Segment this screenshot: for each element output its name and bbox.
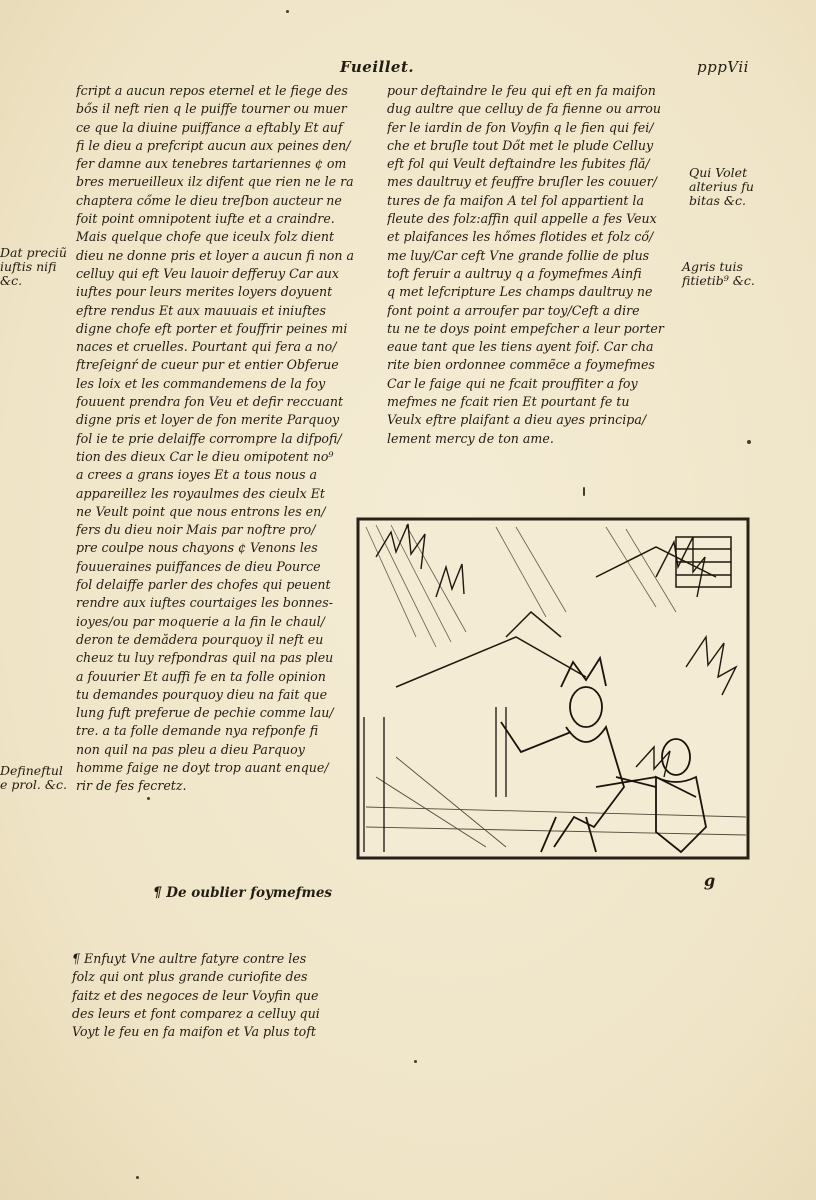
text-line: fleute des folz:affin quil appelle a fes Veux: [387, 211, 657, 227]
right-text-column: [387, 82, 677, 448]
text-line: cheuz tu luy refpondras quil na pas pleu: [76, 650, 334, 666]
text-line: lung fuft preferue de pechie comme lau/: [76, 705, 334, 721]
text-line: a crees a grans ioyes Et a tous nous a: [76, 467, 318, 483]
left-text-column: [76, 82, 356, 796]
folio-number: pppVii: [697, 58, 749, 76]
text-line: a fouurier Et auffi fe en ta folle opinion: [76, 668, 326, 684]
text-line: me luy/Car ceft Vne grande follie de plus: [387, 247, 650, 263]
ink-speck: [747, 440, 751, 444]
text-line: tre. a ta folle demande nya refponfe fi: [76, 723, 319, 739]
text-line: et plaifances les hőmes flotides et folz cő/: [387, 229, 654, 245]
text-line: che et bruſle tout Dőt met le plude Celluy: [387, 137, 654, 153]
text-line: fers du dieu noir Mais par noftre pro/: [76, 522, 316, 538]
text-line: ioyes/ou par moquerie a la fin le chaul/: [76, 613, 325, 629]
woodcut-illustration: [356, 517, 750, 860]
text-line: celluy qui eft Veu lauoir defferuy Car aux: [76, 265, 339, 281]
ink-speck: [136, 1176, 139, 1179]
text-line: Veulx eftre plaifant a dieu ayes principa/: [387, 412, 647, 428]
margin-line: Dat preciũ: [0, 245, 67, 260]
bottom-paragraph: [72, 950, 354, 1041]
text-line: des leurs et font comparez a celluy qui: [72, 1005, 320, 1021]
text-line: bős il neft rien q le puiffe tourner ou muer: [76, 101, 347, 117]
margin-line: Agris tuis: [682, 259, 743, 274]
text-line: deron te demădera pourquoy il neft eu: [76, 631, 324, 647]
text-line: les loix et les commandemens de la foy: [76, 375, 326, 391]
ink-speck: [414, 1060, 417, 1063]
text-line: fi le dieu a prefcript aucun aux peines den/: [76, 137, 351, 153]
text-line: homme faige ne doyt trop auant enque/: [76, 759, 329, 775]
text-line: fol delaiffe parler des chofes qui peuent: [76, 577, 331, 593]
margin-line: Qui Volet: [689, 165, 748, 180]
text-line: ¶ Enfuyt Vne aultre fatyre contre les: [72, 951, 307, 966]
text-line: faitz et des negoces de leur Voyfin que: [72, 987, 319, 1003]
text-line: font point a arroufer par toy/Ceft a dire: [387, 302, 640, 318]
text-line: foit point omnipotent iufte et a craindre.: [76, 211, 335, 227]
text-line: appareillez les royaulmes des cieulx Et: [76, 485, 325, 501]
text-line: ne Veult point que nous entrons les en/: [76, 503, 326, 519]
text-line: ce que la diuine puiffance a eftably Et auf: [76, 119, 343, 135]
margin-note-right-mid: [682, 260, 755, 288]
text-line: dieu ne donne pris et loyer a aucun fi non a: [76, 247, 354, 263]
signature-mark: g: [704, 871, 716, 890]
text-line: Car le faige qui ne fcait prouffiter a foy: [387, 375, 638, 391]
ink-speck: [583, 487, 585, 496]
text-line: toft feruir a aultruy q a foymefmes Ainfi: [387, 265, 642, 281]
ink-speck: [286, 10, 289, 13]
text-line: chaptera cőme le dieu treſbon aucteur ne: [76, 192, 342, 208]
text-line: Voyt le feu en fa maifon et Va plus toft: [72, 1024, 316, 1040]
text-line: dug aultre que celluy de fa fienne ou arrou: [387, 101, 662, 117]
text-line: digne chofe eft porter et fouffrir peines mi: [76, 320, 348, 336]
text-line: fcript a aucun repos eternel et le fiege des: [76, 83, 348, 98]
margin-line: e prol. &c.: [0, 777, 67, 792]
text-line: tion des dieux Car le dieu omipotent no⁹: [76, 448, 334, 464]
text-line: fouuent prendra fon Veu et defir reccuant: [76, 394, 344, 410]
text-line: tu ne te doys point empefcher a leur porter: [387, 320, 664, 336]
text-line: eaue tant que les tiens ayent foif. Car cha: [387, 339, 654, 355]
margin-line: fitietib⁹ &c.: [682, 273, 755, 288]
margin-line: iuftis nifi: [0, 259, 57, 274]
margin-line: Defineftul: [0, 763, 63, 778]
text-line: mefmes ne fcait rien Et pourtant fe tu: [387, 394, 630, 410]
text-line: naces et cruelles. Pourtant qui fera a no/: [76, 339, 337, 355]
text-line: pre coulpe nous chayons ¢ Venons les: [76, 540, 318, 556]
text-line: tu demandes pourquoy dieu na fait que: [76, 686, 328, 702]
text-line: fol ie te prie delaiffe corrompre la difpofi/: [76, 430, 342, 446]
text-line: pour deftaindre le feu qui eft en fa maifon: [387, 83, 656, 98]
text-line: fouueraines puiffances de dieu Pource: [76, 558, 321, 574]
text-line: rendre aux iuftes courtaiges les bonnes-: [76, 595, 333, 611]
text-line: tures de fa maifon A tel fol appartient la: [387, 192, 644, 208]
text-line: mes daultruy et feuffre bruſler les couuer/: [387, 174, 657, 190]
margin-line: bitas &c.: [689, 193, 746, 208]
text-line: q met lefcripture Les champs daultruy ne: [387, 284, 653, 300]
text-line: folz qui ont plus grande curiofite des: [72, 969, 308, 985]
text-line: rite bien ordonnee commẽce a foymefmes: [387, 357, 655, 373]
ink-speck: [147, 797, 150, 800]
margin-note-left-bottom: [0, 764, 67, 792]
text-line: lement mercy de ton ame.: [387, 430, 554, 446]
text-line: fer le iardin de fon Voyfin q le fien qui fei/: [387, 119, 654, 135]
text-line: bres merueilleux ilz difent que rien ne le ra: [76, 174, 354, 190]
margin-note-left-top: [0, 246, 67, 288]
text-line: eftre rendus Et aux mauuais et iniuftes: [76, 302, 326, 318]
text-line: iuftes pour leurs merites loyers doyuent: [76, 284, 333, 300]
text-line: ftreſeignŕ de cueur pur et entier Obferue: [76, 357, 339, 373]
text-line: rir de fes fecretz.: [76, 778, 187, 794]
text-line: Mais quelque chofe que iceulx folz dient: [76, 229, 335, 245]
margin-line: &c.: [0, 273, 23, 288]
running-title: Fueillet.: [340, 58, 415, 76]
margin-line: alterius fu: [689, 179, 754, 194]
text-line: non quil na pas pleu a dieu Parquoy: [76, 741, 305, 757]
text-line: eft fol qui Veult deftaindre les fubites flă/: [387, 156, 650, 172]
margin-note-right-top: [689, 166, 754, 208]
text-line: fer damne aux tenebres tartariennes ¢ om: [76, 156, 347, 172]
section-heading: ¶ De oublier foymefmes: [153, 885, 333, 901]
text-line: digne pris et loyer de fon merite Parquoy: [76, 412, 340, 428]
